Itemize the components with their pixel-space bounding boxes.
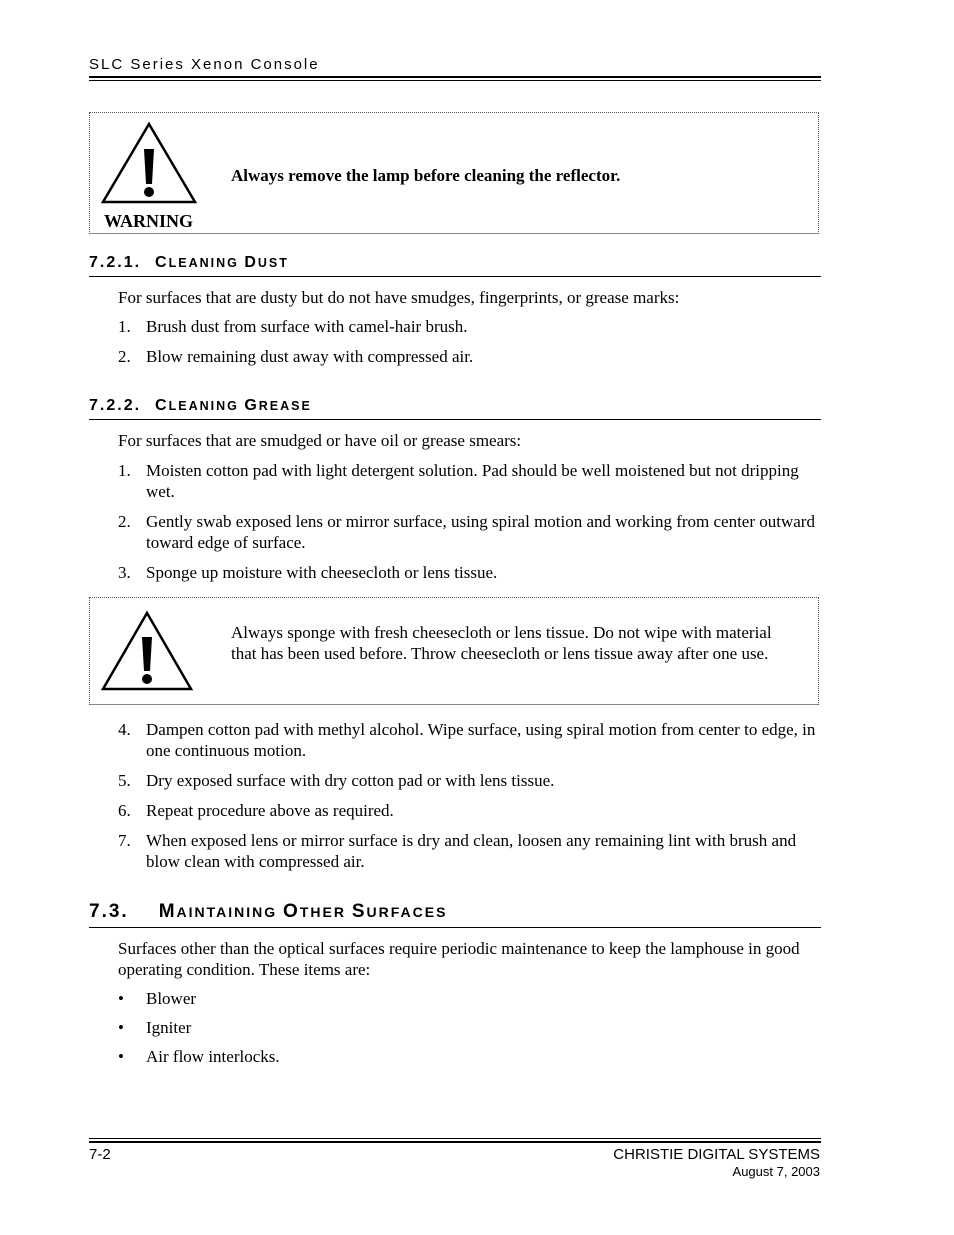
warning-triangle-icon [100, 121, 198, 205]
section-heading-7-2-1: 7.2.1. CLEANING DUST [89, 254, 289, 271]
section-intro: For surfaces that are dusty but do not have smudges, fingerprints, or grease marks: [118, 288, 680, 307]
warning-label: WARNING [104, 211, 194, 231]
bullet-item: • Igniter [118, 1018, 192, 1037]
caution-triangle-icon [100, 610, 194, 692]
section-number: 7.3. [89, 901, 129, 922]
page-number: 7-2 [89, 1146, 111, 1163]
footer-date: August 7, 2003 [732, 1164, 820, 1179]
section-rule [89, 927, 821, 928]
bullet-item: • Air flow interlocks. [118, 1047, 280, 1066]
warning-box [89, 112, 819, 234]
section-number: 7.2.2. [89, 397, 142, 414]
section-heading-7-3: 7.3. MAINTAINING OTHER SURFACES [89, 901, 448, 922]
header-rule [89, 76, 821, 78]
section-heading-7-2-2: 7.2.2. CLEANING GREASE [89, 397, 312, 414]
list-item: 1. Brush dust from surface with camel-hair brush. [118, 317, 468, 336]
section-intro: Surfaces other than the optical surfaces require periodic maintenance to keep the lamphouse in good operating condition. These items are: [118, 939, 800, 979]
section-rule [89, 276, 821, 277]
section-number: 7.2.1. [89, 254, 142, 271]
list-item: 2. Gently swab exposed lens or mirror surface, using spiral motion and working from center outward toward edge of surface. [118, 512, 815, 552]
list-item: 3. Sponge up moisture with cheesecloth or lens tissue. [118, 563, 498, 582]
list-item: 4. Dampen cotton pad with methyl alcohol. Wipe surface, using spiral motion from center to edge, in one continuous motion. [118, 720, 816, 760]
footer-company: CHRISTIE DIGITAL SYSTEMS [613, 1146, 820, 1163]
list-item: 2. Blow remaining dust away with compressed air. [118, 347, 474, 366]
running-header: SLC Series Xenon Console [89, 56, 320, 73]
footer-rule [89, 1138, 821, 1139]
list-item: 6. Repeat procedure above as required. [118, 801, 394, 820]
bullet-item: • Blower [118, 989, 197, 1008]
header-rule-thin [89, 80, 821, 81]
section-intro: For surfaces that are smudged or have oil or grease smears: [118, 431, 522, 450]
warning-text: Always remove the lamp before cleaning the reflector. [231, 166, 621, 185]
section-rule [89, 419, 821, 420]
list-item: 5. Dry exposed surface with dry cotton pad or with lens tissue. [118, 771, 555, 790]
caution-text: Always sponge with fresh cheesecloth or lens tissue. Do not wipe with material that has been used before. Throw cheesecloth or lens tissue away after one use. [231, 623, 772, 663]
list-item: 1. Moisten cotton pad with light detergent solution. Pad should be well moistened but not dripping wet. [118, 461, 799, 501]
caution-box [89, 597, 819, 705]
list-item: 7. When exposed lens or mirror surface is dry and clean, loosen any remaining lint with brush and blow clean with compressed air. [118, 831, 797, 871]
footer-rule-thick [89, 1141, 821, 1143]
